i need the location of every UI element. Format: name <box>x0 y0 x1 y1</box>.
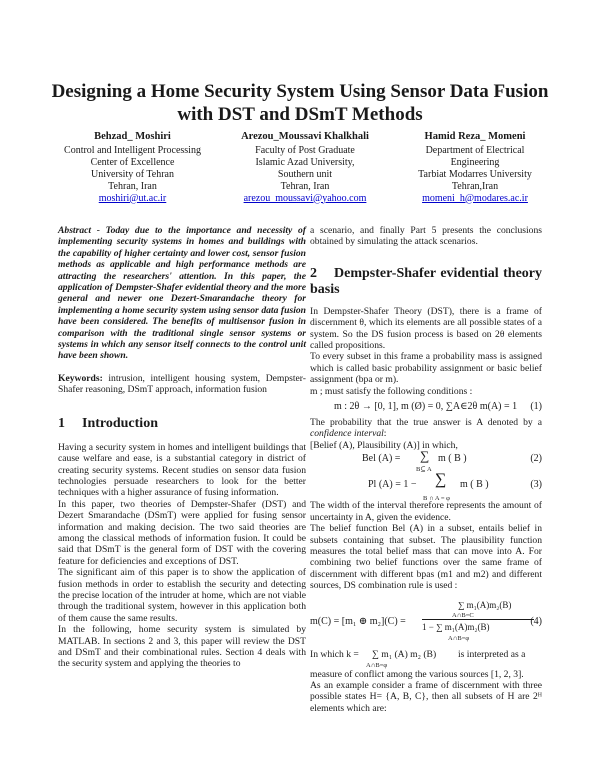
equation-4 <box>310 600 542 644</box>
affiliation-line: University of Tehran <box>91 168 174 180</box>
equation-subscript: A∩B=C <box>452 611 474 619</box>
paragraph: m ; must satisfy the following conditions : <box>310 385 473 397</box>
abstract: Abstract - Today due to the importance and necessity of implementing security systems in homes and buildings with the capability of higher certainty and lower cost, sensor fusion methods as applicable and high performance methods are attracting the researchers' attention. In this paper, the application of Dempster-Shafer evidential theory and the more general and newer one Dezert-Smarandache theory for implementing a home security system using sensor data fusion have been considered. The benefits of multisensor fusion in comparison with the traditional single sensor systems or systems in which any sensor itself connects to the control unit have been shown. <box>58 225 306 362</box>
affiliation-line: Tehran, Iran <box>108 180 157 192</box>
conflict-measure-line <box>310 647 542 669</box>
equation-lhs: m(C) = [m₁ ⊕ m₂](C) = <box>310 615 406 627</box>
paper-title: Designing a Home Security System Using Sensor Data Fusion with DST and DSmT Methods <box>51 81 549 125</box>
author-2 <box>220 131 390 204</box>
author-1 <box>50 131 215 204</box>
equation-body: m : 2θ → [0, 1], m (Ø) = 0, ∑A∈2θ m(A) = 1 <box>334 401 518 413</box>
affiliation-line: Center of Excellence <box>90 156 175 168</box>
text-span: is interpreted as a <box>458 648 526 660</box>
text-span: The probability that the true answer is A denoted by a <box>310 417 542 429</box>
section-heading-dempster-shafer <box>310 266 542 298</box>
paragraph: In the following, home security system is simulated by MATLAB. In sections 2 and 3, this paper will review the DST and DSmT and their combinational rules. Section 4 deals with the security system and applying the theories to <box>58 624 306 670</box>
equation-subscript: B ∩ A = φ <box>423 495 450 503</box>
left-column <box>58 225 306 670</box>
paragraph: The significant aim of this paper is to show the application of fusion methods in order to establish the security and detecting the precise location of the intruder at home, which are not viable through the traditional system, however in this application both of them cause the same results. <box>58 567 306 624</box>
equation-rhs: m ( B ) <box>438 453 467 465</box>
sum-symbol-icon: ∑ <box>435 471 447 489</box>
equation-subscript: B⊆ A <box>416 466 432 474</box>
paragraph: In this paper, two theories of Dempster-Shafer (DST) and Dezert Smarandache (DSmT) were applied for fusing sensor information and making decision. The two said theories are among the classical methods of information fusion. It could be said that DSmT is the general form of DST with the covering feature for deficiencies and exceptions of DST. <box>58 498 306 567</box>
inline-formula: ∑ m₁ (A) m₂ (B) <box>372 648 437 660</box>
equation-rhs: m ( B ) <box>460 479 489 491</box>
equation-3 <box>310 471 542 503</box>
paragraph: a scenario, and finally Part 5 presents the conclusions obtained by simulating the attack scenarios. <box>310 225 542 248</box>
affiliation-line: Tehran,Iran <box>451 180 499 192</box>
sum-symbol-icon: ∑ <box>420 448 430 464</box>
fraction-bar <box>422 619 534 620</box>
paragraph: As an example consider a frame of discernment with three possible states H= {A, B, C}, then all subsets of H are 2ᴴ elements which are: <box>310 679 542 714</box>
keywords-label: Keywords: <box>58 372 103 384</box>
affiliation-line: Engineering <box>450 156 500 168</box>
paragraph: In Dempster-Shafer Theory (DST), there is a frame of discernment θ, which its elements are all possible states of a system. So the DS fusion process is based on 2θ elements called propositions. <box>310 305 542 352</box>
author-name: Behzad_ Moshiri <box>94 131 171 142</box>
author-name: Hamid Reza_ Momeni <box>424 131 526 142</box>
paragraph: Having a security system in homes and intelligent buildings that cause welfare and ease, is a substantial category in district of creating security systems. Recent studies on sensor data fusion technologies persuade researchers to look for the better techniques with a higher assurance of fusing information. <box>58 441 306 499</box>
equation-subscript: A∩B=φ <box>448 634 470 642</box>
section-heading-introduction <box>58 416 306 432</box>
text-span: : <box>383 428 387 440</box>
affiliation-line: Islamic Azad University, <box>255 156 355 168</box>
section-title: Dempster-Shafer evidential theory basis <box>310 265 542 297</box>
affiliation-line: Tarbiat Modarres University <box>418 168 532 180</box>
paragraph: To every subset in this frame a probability mass is assigned which is called basic probability assignment or basic belief assignment (bpa or m). <box>310 351 542 386</box>
equation-lhs: Bel (A) = <box>362 453 401 465</box>
affiliation-line: Control and Intelligent Processing <box>64 144 201 156</box>
section-title: Introduction <box>82 415 158 431</box>
equation-number: (2) <box>530 453 542 465</box>
formula-subscript: A∩B=φ <box>366 661 388 669</box>
equation-number: (1) <box>530 401 542 413</box>
affiliation-line: Southern unit <box>277 168 333 180</box>
equation-number: (3) <box>530 479 542 491</box>
author-email-link[interactable]: moshiri@ut.ac.ir <box>98 192 167 204</box>
author-email-link[interactable]: momeni_h@modares.ac.ir <box>422 192 528 204</box>
paragraph <box>310 417 542 440</box>
paragraph: The belief function Bel (A) in a subset, entails belief in subsets containing that subset. The plausibility function measures the total belief mass that can move into A. For combining two belief functions over the same frame of discernment with different bpas (m1 and m2) and different sources, DS combination rule is used : <box>310 523 542 592</box>
paragraph: measure of conflict among the various sources [1, 2, 3]. <box>310 668 524 680</box>
equation-number: (4) <box>530 615 542 627</box>
section-number: 2 <box>310 265 317 281</box>
author-email-link[interactable]: arezou_moussavi@yahoo.com <box>243 192 367 204</box>
author-3 <box>395 131 555 204</box>
equation-2 <box>310 448 542 474</box>
paragraph: The width of the interval therefore represents the amount of uncertainty in A, given the evidence. <box>310 500 542 523</box>
keywords-text: intrusion, intelligent housing system, Dempster-Shafer reasoning, DSmT approach, information fusion <box>58 372 306 396</box>
right-column <box>310 225 542 714</box>
paragraph: [Belief (A), Plausibility (A)] in which, <box>310 439 458 451</box>
affiliation-line: Tehran, Iran <box>280 180 330 192</box>
affiliation-line: Department of Electrical <box>425 144 525 156</box>
text-span: In which k = <box>310 648 359 660</box>
equation-denominator: 1 − ∑ m₁(A)m₂(B) <box>422 621 490 632</box>
affiliation-line: Faculty of Post Graduate <box>255 144 355 156</box>
text-span-italic: confidence interval <box>310 428 384 440</box>
keywords <box>58 373 306 396</box>
equation-lhs: Pl (A) = 1 − <box>368 479 417 491</box>
author-name: Arezou_Moussavi Khalkhali <box>241 131 369 142</box>
equation-1 <box>310 401 542 415</box>
section-number: 1 <box>58 415 65 431</box>
equation-numerator: ∑ m₁(A)m₂(B) <box>458 599 512 610</box>
